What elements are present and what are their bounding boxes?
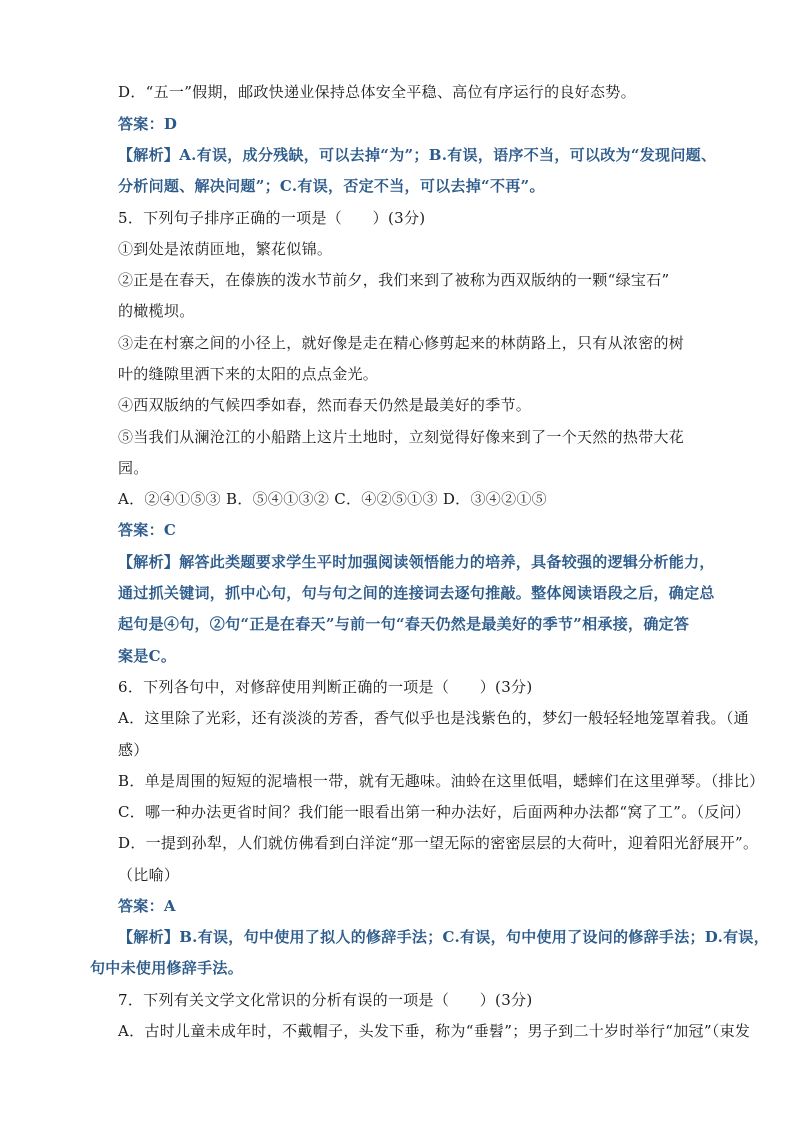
sentence-3: ③走在村寨之间的小径上，就好像是走在精心修剪起来的林荫路上，只有从浓密的树 bbox=[118, 334, 685, 352]
option-d-cont: （比喻） bbox=[118, 866, 180, 884]
analysis-line: 【解析】解答此类题要求学生平时加强阅读领悟能力的培养，具备较强的逻辑分析能力， bbox=[118, 553, 715, 571]
analysis-line: 起句是④句，②句“正是在春天”与前一句“春天仍然是最美好的季节”相承接，确定答 bbox=[118, 615, 690, 633]
sentence-2: ②正是在春天，在傣族的泼水节前夕，我们来到了被称为西双版纳的一颗“绿宝石” bbox=[118, 271, 670, 289]
answer-line: 答案：A bbox=[118, 897, 176, 915]
analysis-line: 句中未使用修辞手法。 bbox=[90, 959, 244, 977]
option-a-line: A．这里除了光彩，还有淡淡的芳香，香气似乎也是浅紫色的，梦幻一般轻轻地笼罩着我。（通 bbox=[118, 709, 749, 727]
sentence-1: ①到处是浓荫匝地，繁花似锦。 bbox=[118, 240, 333, 258]
analysis-line: 【解析】A.有误，成分残缺，可以去掉“为”；B.有误，语序不当，可以改为“发现问题、 bbox=[118, 146, 717, 164]
sentence-4: ④西双版纳的气候四季如春，然而春天仍然是最美好的季节。 bbox=[118, 396, 532, 414]
sentence-3-cont: 叶的缝隙里洒下来的太阳的点点金光。 bbox=[118, 365, 379, 383]
answer-line: 答案：C bbox=[118, 521, 177, 539]
sentence-2-cont: 的橄榄坝。 bbox=[118, 302, 195, 320]
analysis-line: 通过抓关键词，抓中心句，句与句之间的连接词去逐句推敲。整体阅读语段之后，确定总 bbox=[118, 584, 715, 602]
analysis-line: 分析问题、解决问题”；C.有误，否定不当，可以去掉“不再”。 bbox=[118, 177, 545, 195]
option-b-line: B．单是周围的短短的泥墙根一带，就有无趣味。油蛉在这里低唱，蟋蟀们在这里弹琴。（排比） bbox=[118, 772, 765, 790]
option-d-line: D．一提到孙犁，人们就仿佛看到白洋淀“那一望无际的密密层层的大荷叶，迎着阳光舒展开”。 bbox=[118, 834, 759, 852]
sentence-5-cont: 园。 bbox=[118, 459, 149, 477]
question-6-title: 6．下列各句中，对修辞使用判断正确的一项是（ ）(3分) bbox=[118, 678, 533, 696]
question-7-title: 7．下列有关文学文化常识的分析有误的一项是（ ）(3分) bbox=[118, 991, 533, 1009]
sentence-5: ⑤当我们从澜沧江的小船踏上这片土地时，立刻觉得好像来到了一个天然的热带大花 bbox=[118, 428, 685, 446]
analysis-line: 【解析】B.有误，句中使用了拟人的修辞手法；C.有误，句中使用了设问的修辞手法；D.有误， bbox=[118, 928, 769, 946]
options-line: A．②④①⑤③ B．⑤④①③② C．④②⑤①③ D．③④②①⑤ bbox=[118, 490, 547, 508]
option-a-line: A．古时儿童未成年时，不戴帽子，头发下垂，称为“垂髫”；男子到二十岁时举行“加冠”（束发 bbox=[118, 1022, 751, 1040]
option-d-line: D．“五一”假期，邮政快递业保持总体安全平稳、高位有序运行的良好态势。 bbox=[118, 83, 636, 101]
question-5-title: 5．下列句子排序正确的一项是（ ）(3分) bbox=[118, 209, 426, 227]
analysis-line: 案是C。 bbox=[118, 647, 177, 665]
option-c-line: C．哪一种办法更省时间？我们能一眼看出第一种办法好，后面两种办法都“窝了工”。（反问） bbox=[118, 803, 751, 821]
answer-line: 答案：D bbox=[118, 115, 178, 133]
option-a-cont: 感） bbox=[118, 741, 149, 759]
